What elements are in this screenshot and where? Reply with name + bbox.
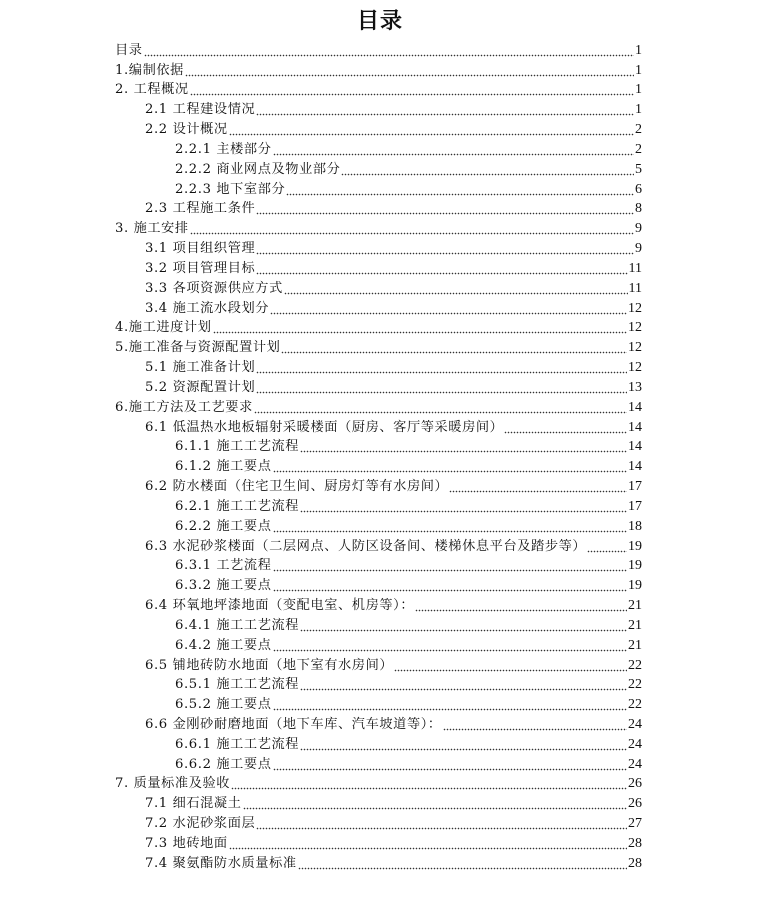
toc-entry-page-number: 22 bbox=[628, 657, 642, 673]
toc-entry-title: 2.2.1 主楼部分 bbox=[175, 141, 272, 157]
toc-entry-page-number: 22 bbox=[628, 677, 642, 693]
toc-entry[interactable] bbox=[0, 812, 760, 832]
toc-entry-page-number: 28 bbox=[628, 855, 642, 871]
dot-leader bbox=[190, 221, 634, 235]
toc-entry-title: 5.2 资源配置计划 bbox=[145, 379, 256, 395]
dot-leader bbox=[284, 281, 628, 295]
toc-entry[interactable] bbox=[0, 336, 760, 356]
dot-leader bbox=[300, 618, 627, 632]
toc-entry-page-number: 26 bbox=[628, 776, 642, 792]
toc-entry-title: 目录 bbox=[115, 42, 143, 58]
toc-entry[interactable] bbox=[0, 79, 760, 99]
toc-entry[interactable] bbox=[0, 713, 760, 733]
toc-entry-title: 6.2 防水楼面（住宅卫生间、厨房灯等有水房间） bbox=[145, 479, 449, 495]
dot-leader bbox=[254, 400, 627, 414]
toc-entry[interactable] bbox=[0, 178, 760, 198]
toc-entry[interactable] bbox=[0, 654, 760, 674]
dot-leader bbox=[270, 301, 627, 315]
toc-entry[interactable] bbox=[0, 495, 760, 515]
toc-entry-page-number: 27 bbox=[628, 816, 642, 832]
toc-entry-title: 6.6.1 施工工艺流程 bbox=[175, 736, 300, 752]
toc-entry-page-number: 5 bbox=[635, 161, 642, 177]
dot-leader bbox=[504, 420, 627, 434]
toc-entry[interactable] bbox=[0, 574, 760, 594]
toc-entry-title: 6.6.2 施工要点 bbox=[175, 756, 272, 772]
dot-leader bbox=[300, 737, 627, 751]
toc-entry-title: 2.2 设计概况 bbox=[145, 122, 228, 138]
dot-leader bbox=[185, 63, 634, 77]
toc-entry-title: 5.施工准备与资源配置计划 bbox=[115, 340, 281, 356]
toc-entry-title: 3.3 各项资源供应方式 bbox=[145, 280, 283, 296]
toc-entry-title: 4.施工进度计划 bbox=[115, 320, 212, 336]
toc-entry-title: 7.2 水泥砂浆面层 bbox=[145, 816, 256, 832]
toc-entry[interactable] bbox=[0, 733, 760, 753]
toc-entry-title: 6.1.1 施工工艺流程 bbox=[175, 439, 300, 455]
toc-entry[interactable] bbox=[0, 852, 760, 872]
toc-entry-page-number: 17 bbox=[628, 498, 642, 514]
toc-entry-page-number: 26 bbox=[628, 796, 642, 812]
toc-entry[interactable] bbox=[0, 614, 760, 634]
toc-entry-page-number: 19 bbox=[628, 538, 642, 554]
toc-entry-title: 7.1 细石混凝土 bbox=[145, 796, 242, 812]
toc-entry-page-number: 19 bbox=[628, 578, 642, 594]
toc-entry-title: 6.1 低温热水地板辐射采暖楼面（厨房、客厅等采暖房间） bbox=[145, 419, 504, 435]
toc-entry[interactable] bbox=[0, 158, 760, 178]
toc-entry-page-number: 21 bbox=[628, 598, 642, 614]
toc-entry-page-number: 21 bbox=[628, 617, 642, 633]
dot-leader bbox=[300, 677, 627, 691]
toc-entry-page-number: 12 bbox=[628, 320, 642, 336]
toc-entry[interactable] bbox=[0, 693, 760, 713]
toc-entry[interactable] bbox=[0, 138, 760, 158]
dot-leader bbox=[256, 360, 627, 374]
dot-leader bbox=[273, 578, 628, 592]
dot-leader bbox=[298, 856, 627, 870]
toc-entry-title: 3.4 施工流水段划分 bbox=[145, 300, 270, 316]
page-title: 目录 bbox=[356, 9, 403, 34]
toc-entry[interactable] bbox=[0, 416, 760, 436]
toc-entry-page-number: 1 bbox=[635, 62, 642, 78]
toc-entry[interactable] bbox=[0, 396, 760, 416]
dot-leader bbox=[256, 261, 627, 275]
dot-leader bbox=[273, 519, 628, 533]
toc-entry-page-number: 9 bbox=[635, 221, 642, 237]
toc-entry-page-number: 21 bbox=[628, 637, 642, 653]
dot-leader bbox=[273, 558, 628, 572]
toc-entry-title: 7.3 地砖地面 bbox=[145, 835, 228, 851]
toc-entry-title: 6.6 金刚砂耐磨地面（地下车库、汽车坡道等）： bbox=[145, 716, 442, 732]
toc-entry[interactable] bbox=[0, 555, 760, 575]
toc-entry-page-number: 14 bbox=[628, 399, 642, 415]
dot-leader bbox=[213, 320, 627, 334]
toc-entry-page-number: 14 bbox=[628, 419, 642, 435]
toc-entry-title: 6.3 水泥砂浆楼面（二层网点、人防区设备间、楼梯休息平台及踏步等） bbox=[145, 538, 587, 554]
toc-entry-title: 6.5.2 施工要点 bbox=[175, 697, 272, 713]
dot-leader bbox=[300, 439, 627, 453]
dot-leader bbox=[229, 836, 627, 850]
toc-entry-page-number: 14 bbox=[628, 459, 642, 475]
toc-entry-page-number: 12 bbox=[628, 360, 642, 376]
dot-leader bbox=[273, 459, 628, 473]
toc-entry[interactable] bbox=[0, 217, 760, 237]
toc-entry-page-number: 11 bbox=[628, 280, 642, 296]
toc-entry-page-number: 2 bbox=[635, 141, 642, 157]
toc-entry[interactable] bbox=[0, 376, 760, 396]
toc-entry-page-number: 13 bbox=[628, 379, 642, 395]
dot-leader bbox=[229, 122, 634, 136]
toc-entry[interactable] bbox=[0, 237, 760, 257]
toc-entry[interactable] bbox=[0, 277, 760, 297]
dot-leader bbox=[300, 499, 627, 513]
toc-entry-title: 2.2.3 地下室部分 bbox=[175, 181, 286, 197]
toc-entry-title: 7.4 聚氨酯防水质量标准 bbox=[145, 855, 297, 871]
toc-entry[interactable] bbox=[0, 436, 760, 456]
toc-entry-title: 2. 工程概况 bbox=[115, 82, 189, 98]
dot-leader bbox=[587, 539, 627, 553]
toc-entry[interactable] bbox=[0, 792, 760, 812]
toc-entry-page-number: 12 bbox=[628, 340, 642, 356]
toc-entry-page-number: 22 bbox=[628, 697, 642, 713]
dot-leader bbox=[243, 796, 627, 810]
toc-entry[interactable] bbox=[0, 515, 760, 535]
toc-entry[interactable] bbox=[0, 773, 760, 793]
toc-entry-title: 3.1 项目组织管理 bbox=[145, 241, 256, 257]
toc-entry-title: 6.1.2 施工要点 bbox=[175, 459, 272, 475]
toc-entry-title: 6.3.2 施工要点 bbox=[175, 578, 272, 594]
toc-entry-title: 6.5.1 施工工艺流程 bbox=[175, 677, 300, 693]
dot-leader bbox=[281, 340, 627, 354]
toc-entry-page-number: 24 bbox=[628, 716, 642, 732]
toc-entry[interactable] bbox=[0, 753, 760, 773]
toc-entry-page-number: 11 bbox=[628, 260, 642, 276]
dot-leader bbox=[443, 717, 627, 731]
toc-entry-title: 3. 施工安排 bbox=[115, 221, 189, 237]
toc-entry-page-number: 12 bbox=[628, 300, 642, 316]
dot-leader bbox=[256, 380, 627, 394]
dot-leader bbox=[273, 757, 628, 771]
toc-entry-title: 2.1 工程建设情况 bbox=[145, 102, 256, 118]
toc-entry-page-number: 6 bbox=[635, 181, 642, 197]
toc-entry[interactable] bbox=[0, 98, 760, 118]
toc-entry[interactable] bbox=[0, 198, 760, 218]
toc-entry-title: 6.4 环氧地坪漆地面（变配电室、机房等）： bbox=[145, 598, 415, 614]
toc-entry-page-number: 1 bbox=[635, 82, 642, 98]
toc-entry-title: 5.1 施工准备计划 bbox=[145, 360, 256, 376]
toc-entry[interactable] bbox=[0, 257, 760, 277]
toc-entry-title: 2.3 工程施工条件 bbox=[145, 201, 256, 217]
dot-leader bbox=[341, 162, 634, 176]
toc-entry[interactable] bbox=[0, 118, 760, 138]
dot-leader bbox=[144, 43, 634, 57]
toc-entry-page-number: 24 bbox=[628, 756, 642, 772]
toc-entry[interactable] bbox=[0, 475, 760, 495]
dot-leader bbox=[286, 182, 634, 196]
toc-entry[interactable] bbox=[0, 535, 760, 555]
toc-entry-page-number: 9 bbox=[635, 241, 642, 257]
toc-list bbox=[0, 39, 760, 872]
dot-leader bbox=[273, 697, 628, 711]
toc-entry-page-number: 1 bbox=[635, 42, 642, 58]
dot-leader bbox=[256, 201, 634, 215]
toc-entry-title: 6.施工方法及工艺要求 bbox=[115, 399, 253, 415]
dot-leader bbox=[256, 241, 634, 255]
toc-entry-page-number: 19 bbox=[628, 558, 642, 574]
dot-leader bbox=[256, 102, 634, 116]
dot-leader bbox=[449, 479, 627, 493]
toc-entry-title: 6.4.2 施工要点 bbox=[175, 637, 272, 653]
toc-entry-page-number: 1 bbox=[635, 102, 642, 118]
toc-entry[interactable] bbox=[0, 59, 760, 79]
dot-leader bbox=[256, 816, 627, 830]
dot-leader bbox=[273, 142, 635, 156]
toc-entry[interactable] bbox=[0, 455, 760, 475]
toc-entry-title: 6.4.1 施工工艺流程 bbox=[175, 617, 300, 633]
dot-leader bbox=[190, 82, 634, 96]
toc-entry[interactable] bbox=[0, 39, 760, 59]
toc-entry-title: 6.2.2 施工要点 bbox=[175, 518, 272, 534]
toc-entry-page-number: 2 bbox=[635, 122, 642, 138]
toc-entry-page-number: 24 bbox=[628, 736, 642, 752]
toc-entry-title: 1.编制依据 bbox=[115, 62, 184, 78]
toc-entry[interactable] bbox=[0, 594, 760, 614]
toc-entry-title: 6.5 铺地砖防水地面（地下室有水房间） bbox=[145, 657, 394, 673]
toc-entry-page-number: 8 bbox=[635, 201, 642, 217]
dot-leader bbox=[415, 598, 627, 612]
toc-entry-page-number: 28 bbox=[628, 835, 642, 851]
dot-leader bbox=[231, 776, 627, 790]
toc-entry-title: 3.2 项目管理目标 bbox=[145, 260, 256, 276]
toc-entry[interactable] bbox=[0, 832, 760, 852]
toc-entry-page-number: 14 bbox=[628, 439, 642, 455]
toc-entry[interactable] bbox=[0, 297, 760, 317]
toc-entry-page-number: 17 bbox=[628, 479, 642, 495]
dot-leader bbox=[394, 658, 627, 672]
toc-entry-title: 6.2.1 施工工艺流程 bbox=[175, 498, 300, 514]
toc-entry-title: 7. 质量标准及验收 bbox=[115, 776, 231, 792]
toc-entry[interactable] bbox=[0, 356, 760, 376]
toc-entry[interactable] bbox=[0, 634, 760, 654]
toc-entry-page-number: 18 bbox=[628, 518, 642, 534]
toc-entry[interactable] bbox=[0, 674, 760, 694]
toc-entry[interactable] bbox=[0, 317, 760, 337]
toc-entry-title: 2.2.2 商业网点及物业部分 bbox=[175, 161, 341, 177]
dot-leader bbox=[273, 638, 628, 652]
toc-entry-title: 6.3.1 工艺流程 bbox=[175, 558, 272, 574]
